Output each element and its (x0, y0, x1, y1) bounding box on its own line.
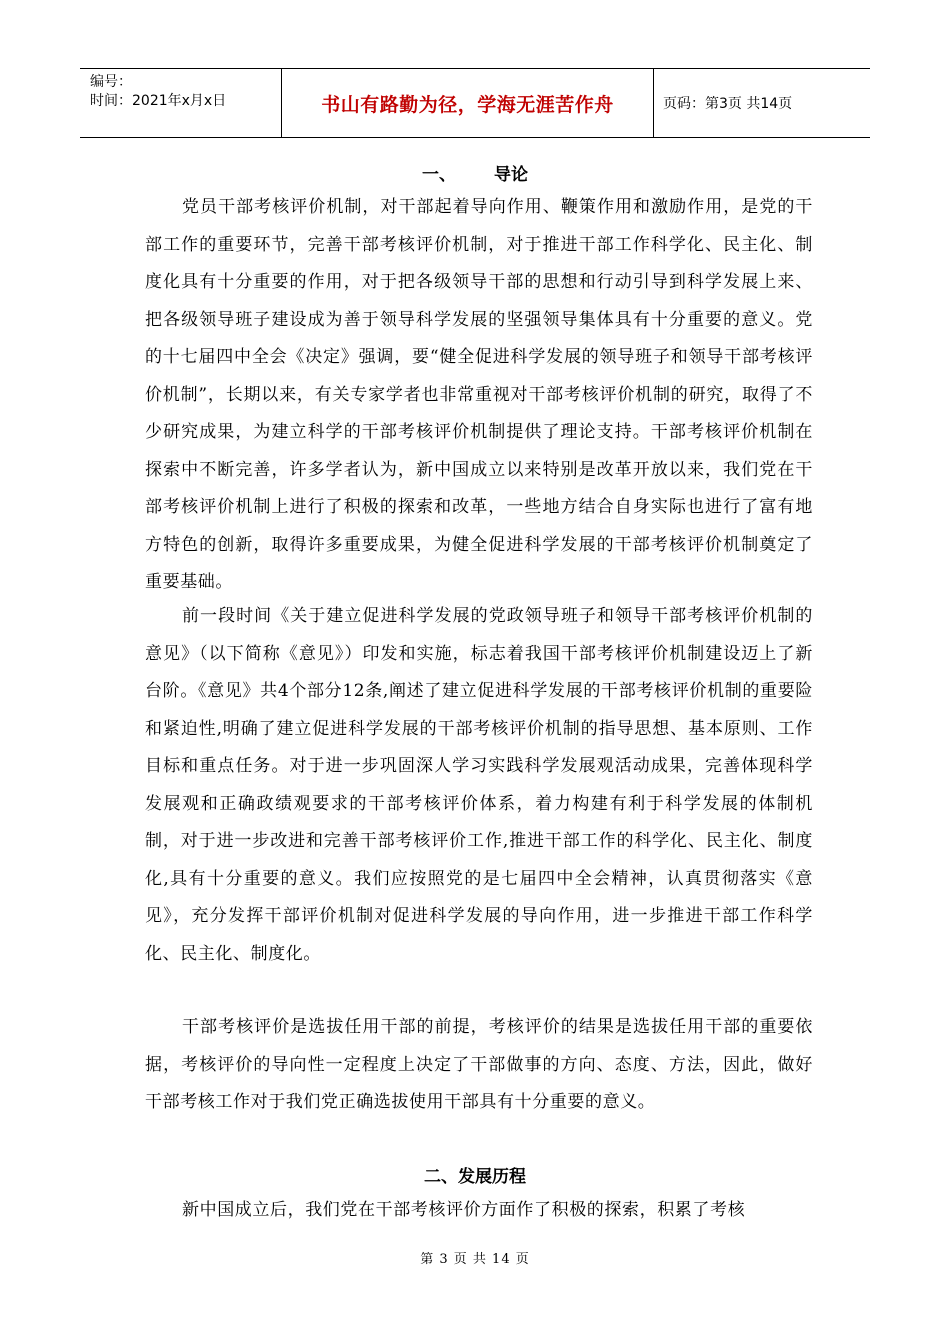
header-page-cell (654, 69, 870, 137)
header-page-label: 页码：第3页 共14页 (663, 96, 793, 112)
body-paragraph: 新中国成立后，我们党在干部考核评价方面作了积极的探索，积累了考核 (182, 1200, 746, 1220)
section-title: 导论 (494, 165, 528, 185)
header-meta-cell (80, 69, 281, 137)
section-number: 一、 (422, 165, 456, 185)
section-title: 二、发展历程 (424, 1167, 526, 1187)
body-paragraph: 干部考核评价是选拔任用干部的前提，考核评价的结果是选拔任用干部的重要依据，考核评价的导向性一定程度上决定了干部做事的方向、态度、方法，因此，做好干部考核工作对于我们党正确选拔使用干部具有十分重要的意义。 (145, 1017, 813, 1112)
document-number-label: 编号： (90, 74, 132, 90)
document-time-label: 时间：2021年x月x日 (90, 93, 227, 109)
header-motto-cell (281, 69, 654, 137)
section-heading-intro (0, 160, 950, 185)
page-footer: 第 3 页 共 14 页 (420, 1252, 530, 1267)
body-paragraph: 党员干部考核评价机制，对干部起着导向作用、鞭策作用和激励作用，是党的干部工作的重要环节，完善干部考核评价机制，对于推进干部工作科学化、民主化、制度化具有十分重要的作用，对于把各级领导干部的思想和行动引导到科学发展上来、把各级领导班子建设成为善于领导科学发展的坚强领导集体具有十分重要的意义。党的十七届四中全会《决定》强调，要“健全促进科学发展的领导班子和领导干部考核评价机制”，长期以来，有关专家学者也非常重视对干部考核评价机制的研究，取得了不少研究成果，为建立科学的干部考核评价机制提供了理论支持。干部考核评价机制在探索中不断完善，许多学者认为，新中国成立以来特别是改革开放以来，我们党在干部考核评价机制上进行了积极的探索和改革，一些地方结合自身实际也进行了富有地方特色的创新，取得许多重要成果，为健全促进科学发展的干部考核评价机制奠定了重要基础。 (145, 197, 813, 592)
section-heading-history (0, 1162, 950, 1187)
body-paragraph: 前一段时间《关于建立促进科学发展的党政领导班子和领导干部考核评价机制的意见》（以下简称《意见》）印发和实施，标志着我国干部考核评价机制建设迈上了新台阶。《意见》共4个部分12条,阐述了建立促进科学发展的干部考核评价机制的重要险和紧迫性,明确了建立促进科学发展的干部考核评价机制的指导思想、基本原则、工作目标和重点任务。对于进一步巩固深人学习实践科学发展观活动成果，完善体现科学发展观和正确政绩观要求的干部考核评价体系，着力构建有利于科学发展的体制机制，对于进一步改进和完善干部考核评价工作,推进干部工作的科学化、民主化、制度化,具有十分重要的意义。我们应按照党的是七届四中全会精神，认真贯彻落实《意见》，充分发挥干部评价机制对促进科学发展的导向作用，进一步推进干部工作科学化、民主化、制度化。 (145, 606, 813, 964)
header-table (80, 68, 870, 138)
header-motto: 书山有路勤为径，学海无涯苦作舟 (321, 93, 614, 116)
